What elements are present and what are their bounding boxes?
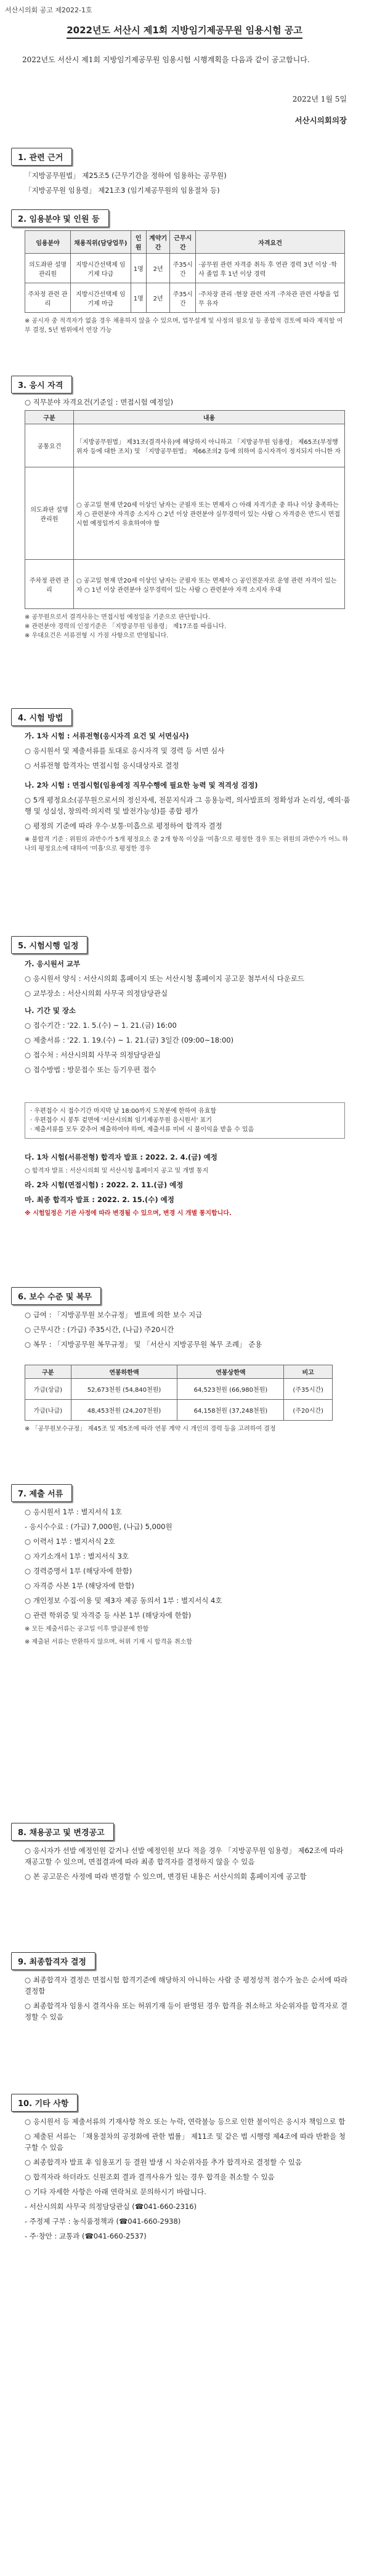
- table-cell: 「지방공무원법」 제31조(결격사유)에 해당하지 아니하고 「지방공무원 임용령」 제65조(부정행위자 등에 대한 조치) 및 「지방공무원법」 제66조의2 등에 의하여 응시자격이 정지되지 아니한 자: [74, 424, 345, 467]
- s8-item: ○ 본 공고문은 사정에 따라 변경할 수 있으며, 변경된 내용은 서산시의회 홈페이지에 공고함: [25, 1872, 307, 1881]
- s1-item: 「지방공무원 임용령」 제21조3 (임기제공무원의 임용절차 등): [25, 186, 220, 195]
- table-cell: 가급(상급): [25, 1379, 71, 1400]
- s5-box-line: · 우편접수 시 접수기간 마지막 날 18:00까지 도착분에 한하여 유효함: [30, 1108, 217, 1115]
- table-cell: 1명: [131, 254, 146, 283]
- table-cell: 2년: [146, 283, 170, 313]
- s5-date-item: 라. 2차 시험(면접시험) : 2022. 2. 11.(금) 예정: [25, 1181, 184, 1189]
- section-2-table-wrap: [25, 230, 345, 335]
- s5-item: ○ 교부장소 : 서산시의회 사무국 의정담당관실: [25, 989, 168, 998]
- table-cell: 주35시간: [170, 254, 196, 283]
- table-header: 인원: [131, 231, 146, 254]
- salary-table: [25, 1365, 333, 1421]
- s5-item: ○ 접수방법 : 방문접수 또는 등기우편 접수: [25, 1065, 156, 1074]
- s5-red-note: ※ 시험일정은 기관 사정에 따라 변경될 수 있으며, 변경 시 개별 통지합니다.: [25, 1210, 232, 1217]
- s4-subheading: 가. 1차 시험 : 서류전형(응시자격 요건 및 서면심사): [25, 732, 189, 740]
- section-8-title: 8. 채용공고 및 변경공고: [11, 1823, 114, 1841]
- section-1-title: 1. 관련 근거: [11, 148, 72, 166]
- s5-item: ○ 접수처 : 서산시의회 사무국 의정담당관실: [25, 1051, 161, 1059]
- s9-item: ○ 최종합격자 임용시 결격사유 또는 허위기재 등이 판명된 경우 합격을 취소하고 차순위자를 합격자로 결정할 수 있음: [25, 2001, 348, 2021]
- section-7-title: 7. 제출 서류: [11, 1484, 72, 1502]
- s4-subheading: 나. 2차 시험 : 면접시험(임용예정 직무수행에 필요한 능력 및 적격성 검정): [25, 781, 258, 789]
- table-cell: 주35시간: [170, 283, 196, 313]
- table-cell: 의도좌판 설명관리원: [25, 254, 71, 283]
- section-10-body: [25, 2116, 351, 2245]
- section-6-body: [25, 1309, 351, 1354]
- table-header-row: [25, 411, 345, 424]
- table-header: 근무시간: [170, 231, 196, 254]
- table-cell: 48,453천원 (24,207천원): [71, 1400, 177, 1421]
- section-4-body: [25, 730, 351, 857]
- table-header: 계약기간: [146, 231, 170, 254]
- positions-table: [25, 230, 345, 313]
- section-3-title: 3. 응시 자격: [11, 376, 72, 394]
- s5-subheading: 나. 기간 및 장소: [25, 1006, 76, 1015]
- s10-item: ○ 제출된 서류는 「채용절차의 공정화에 관한 법률」 제11조 및 같은 법 시행령 제4조에 따라 반환을 청구할 수 있음: [25, 2132, 346, 2152]
- table-cell: 주차정 관련 관리: [25, 560, 74, 609]
- table-cell: 주차정 관련 관리: [25, 283, 71, 313]
- table-row: [25, 1400, 333, 1421]
- section-1-body: [25, 170, 351, 200]
- s4-item: ○ 5개 평정요소(공무원으로서의 정신자세, 전문지식과 그 응용능력, 의사발표의 정확성과 논리성, 예의·품행 및 성실성, 창의력·의지력 및 발전가능성)를 종합 평가: [25, 796, 351, 815]
- section-1-heading: [11, 148, 72, 166]
- section-7-heading: [11, 1484, 72, 1502]
- table-row: [25, 560, 345, 609]
- table-header: 연봉상한액: [177, 1365, 284, 1379]
- s3-lead: ○ 직무분야 자격요건(기준일 : 면접시험 예정일): [25, 398, 174, 406]
- s4-item: ○ 응시원서 및 제출서류를 토대로 응시자격 및 경력 등 서면 심사: [25, 746, 225, 755]
- table-header: 비고: [284, 1365, 333, 1379]
- section-6-table-wrap: [25, 1365, 333, 1434]
- s7-item: ○ 관련 학위증 및 자격증 등 사본 1부 (해당자에 한함): [25, 1611, 192, 1620]
- issuer-name: 서산시의회의장: [294, 116, 347, 125]
- table-cell: ·주차장 관리 ·현장 관련 자격 ·주차관 관련 사항을 업무 유자: [196, 283, 345, 313]
- table-cell: 가급(나급): [25, 1400, 71, 1421]
- s5-date-item: 마. 최종 합격자 발표 : 2022. 2. 15.(수) 예정: [25, 1195, 174, 1204]
- s9-item: ○ 최종합격자 결정은 면접시험 합격기준에 해당하지 아니하는 사람 중 평정성적 점수가 높은 순서에 따라 결정함: [25, 1976, 348, 1995]
- section-5-dates: [25, 1152, 351, 1222]
- s7-item: ○ 개인정보 수집·이용 및 제3자 제공 동의서 1부 : 별지서식 4호: [25, 1596, 222, 1605]
- s6-item: ○ 복무 : 「지방공무원 복무규정」 및 「서산시 지방공무원 복무 조례」 준용: [25, 1340, 262, 1349]
- table-cell: 의도좌판 설명관리원: [25, 467, 74, 560]
- table-cell: ·공무원 관련 자격증 취득 후 연관 경력 3년 이상 ·학사 졸업 후 1년 이상 경력: [196, 254, 345, 283]
- s5-item: ○ 응시원서 양식 : 서산시의회 홈페이지 또는 서산시청 홈페이지 공고문 첨부서식 다운로드: [25, 974, 305, 983]
- s3-note: ※ 관련분야 경력의 인정기준은 「지방공무원 임용령」 제17조를 따릅니다.: [25, 623, 227, 630]
- s5-box-line: · 우편접수 시 봉투 겉면에 '서산시의회 임기제공무원 응시원서' 표기: [30, 1117, 212, 1124]
- s10-item: ○ 기타 자세한 사항은 아래 연락처로 문의하시기 바랍니다.: [25, 2187, 206, 2196]
- s3-note: ※ 공무원으로서 결격사유는 면접시험 예정일을 기준으로 판단합니다.: [25, 614, 211, 621]
- table-header: 구분: [25, 1365, 71, 1379]
- table-cell: 64,158천원 (37,248천원): [177, 1400, 284, 1421]
- section-5-heading: [11, 936, 87, 954]
- s4-note: ※ 불합격 기준 : 위원의 과반수가 5개 평정요소 중 2개 항목 이상을 '미흡'으로 평정한 경우 또는 위원의 과반수가 어느 하나의 평정요소에 대하여 '미흡'으로 평정한 경우: [25, 836, 349, 852]
- table-header: 연봉하한액: [71, 1365, 177, 1379]
- s6-note: ※ 「공무원보수규정」 제45조 및 제5조에 따라 연봉 계약 시 개인의 경력 등을 고려하여 결정: [25, 1426, 276, 1432]
- table-cell: 1명: [131, 283, 146, 313]
- table-header: 구분: [25, 411, 74, 424]
- s5-subheading: 가. 응시원서 교부: [25, 959, 81, 968]
- table-header: 자격요건: [196, 231, 345, 254]
- s7-item: ○ 경력증명서 1부 (해당자에 한함): [25, 1567, 132, 1575]
- s7-note: ※ 모든 제출서류는 공고일 이후 발급분에 한함: [25, 1626, 149, 1633]
- section-7-body: [25, 1506, 351, 1650]
- table-row: [25, 283, 345, 313]
- s5-box-line: · 제출서류를 모두 갖추어 제출하여야 하며, 제출서류 미비 시 불이익을 받을 수 있음: [30, 1126, 254, 1133]
- table-cell: 2년: [146, 254, 170, 283]
- section-5-body: [25, 958, 351, 1079]
- table-cell: ○ 공고일 현재 만20세 이상인 남자는 군필자 또는 면제자 ○ 공인전문자로 운영 관련 자격이 있는 자 ○ 1년 이상 관련분야 실무경력이 있는 사람 ○ 관련분야 자격 소지자 우대: [74, 560, 345, 609]
- section-9-title: 9. 최종합격자 결정: [11, 1952, 95, 1970]
- section-2-heading: [11, 209, 109, 227]
- s10-item: ○ 합격자라 하더라도 신원조회 결과 결격사유가 있는 경우 합격을 취소할 수 있음: [25, 2173, 275, 2181]
- section-9-body: [25, 1974, 351, 2026]
- document-title-text: 2022년도 서산시 제1회 지방임기제공무원 임용시험 공고: [67, 25, 302, 39]
- s10-item: ○ 응시원서 등 제출서류의 기재사항 착오 또는 누락, 연락불능 등으로 인한 불이익은 응시자 책임으로 함: [25, 2117, 346, 2126]
- qualification-table: [25, 410, 345, 609]
- table-cell: (주35시간): [284, 1379, 333, 1400]
- document-title: [0, 23, 369, 36]
- table-cell: 지방시간선택제 임기제 다급: [71, 254, 131, 283]
- s10-contact: - 주·창안 : 교통과 (☎041-660-2537): [25, 2232, 147, 2240]
- section-10-heading: [11, 2094, 78, 2112]
- table-row: [25, 424, 345, 467]
- s10-contact: - 주정제 구부 : 농식품정책과 (☎041-660-2938): [25, 2217, 181, 2226]
- section-8-heading: [11, 1823, 114, 1841]
- section-6-heading: [11, 1287, 101, 1305]
- table-row: [25, 254, 345, 283]
- table-header: 임용분야: [25, 231, 71, 254]
- table-cell: ○ 공고일 현재 만20세 이상인 남자는 군필자 또는 면제자 ○ 아래 자격기준 중 하나 이상 충족하는 자 ○ 관련분야 자격증 소지자 ○ 2년 이상 관련분야 실무경력이 있는 사람 ○ 자격증은 반드시 면접시험 예정일까지 유효하여야 함: [74, 467, 345, 560]
- table-header-row: [25, 231, 345, 254]
- s3-note: ※ 우대요건은 서류전형 시 가점 사항으로 반영됩니다.: [25, 632, 169, 639]
- table-cell: 공통요건: [25, 424, 74, 467]
- s5-item: ○ 접수기간 : '22. 1. 5.(수) ~ 1. 21.(금) 16:00: [25, 1021, 177, 1030]
- s6-item: ○ 근무시간 : (가급) 주35시간, (나급) 주20시간: [25, 1325, 174, 1334]
- section-3-heading: [11, 376, 72, 394]
- s6-item: ○ 급여 : 「지방공무원 보수규정」 별표에 의한 보수 지급: [25, 1310, 203, 1319]
- table-header: 내용: [74, 411, 345, 424]
- section-4-heading: [11, 708, 72, 726]
- s7-item: ○ 이력서 1부 : 별지서식 2호: [25, 1537, 115, 1546]
- table-header: 채용직위(담당업무): [71, 231, 131, 254]
- table-cell: 64,523천원 (66,980천원): [177, 1379, 284, 1400]
- s7-note: ※ 제출된 서류는 반환하지 않으며, 허위 기재 시 합격을 취소함: [25, 1639, 193, 1645]
- s3-notes: [25, 613, 345, 640]
- section-3-table-wrap: [25, 410, 345, 640]
- s5-item: ○ 제출서류 : '22. 1. 19.(수) ~ 1. 21.(금) 3일간 (09:00~18:00): [25, 1036, 234, 1044]
- table-cell: 52,673천원 (54,840천원): [71, 1379, 177, 1400]
- intro-text: 2022년도 서산시 제1회 지방임기제공무원 임용시험 시행계획을 다음과 같이 공고합니다.: [22, 55, 310, 64]
- s2-note: ※ 공시자 중 적격자가 없을 경우 채용하지 않을 수 있으며, 업무설계 및 사정의 필요성 등 종합적 검토에 따라 재직할 여부 결정, 5년 범위에서 연장 가능: [25, 318, 343, 334]
- notice-number: 서산시의회 공고 제2022-1호: [5, 6, 92, 14]
- s5-notice-box: [25, 1102, 345, 1139]
- table-row: [25, 1379, 333, 1400]
- section-2-title: 2. 임용분야 및 인원 등: [11, 209, 109, 227]
- section-8-body: [25, 1845, 351, 1886]
- s5-date-note: ○ 합격자 발표 : 서산시의회 및 서산시청 홈페이지 공고 및 개별 통지: [25, 1168, 209, 1174]
- s7-item: - 응시수수료 : (가급) 7,000원, (나급) 5,000원: [25, 1522, 172, 1531]
- table-row: [25, 467, 345, 560]
- s7-item: ○ 자기소개서 1부 : 별지서식 3호: [25, 1552, 129, 1561]
- s7-item: ○ 자격증 사본 1부 (해당자에 한함): [25, 1581, 134, 1590]
- table-header-row: [25, 1365, 333, 1379]
- section-5-title: 5. 시험시행 일정: [11, 936, 87, 954]
- s4-item: ○ 평정의 기준에 따라 우수·보통·미흡으로 평정하여 합격자 결정: [25, 822, 222, 830]
- s5-date-item: 다. 1차 시험(서류전형) 합격자 발표 : 2022. 2. 4.(금) 예정: [25, 1153, 217, 1161]
- s1-item: 「지방공무원법」 제25조5 (근무기간을 정하여 임용하는 공무원): [25, 171, 227, 180]
- notice-date: 2022년 1월 5일: [292, 95, 347, 103]
- s4-item: ○ 서류전형 합격자는 면접시험 응시대상자로 결정: [25, 761, 179, 770]
- section-4-title: 4. 시험 방법: [11, 708, 72, 726]
- section-10-title: 10. 기타 사항: [11, 2094, 78, 2112]
- s10-contact: - 서산시의회 사무국 의정담당관실 (☎041-660-2316): [25, 2202, 197, 2211]
- table-cell: 지방시간선택제 임기제 마급: [71, 283, 131, 313]
- s10-item: ○ 최종합격자 발표 후 임용포기 등 결원 발생 시 차순위자를 추가 합격자로 결정할 수 있음: [25, 2158, 302, 2166]
- s7-item: ○ 응시원서 1부 : 별지서식 1호: [25, 1508, 122, 1516]
- section-6-title: 6. 보수 수준 및 복무: [11, 1287, 101, 1305]
- s8-item: ○ 응시자가 선발 예정인원 같거나 선발 예정인원 보다 적을 경우 「지방공무원 임용령」 제62조에 따라 재공고할 수 있으며, 면접결과에 따라 최종 합격자를 결정하지 않을 수 있음: [25, 1846, 344, 1866]
- section-9-heading: [11, 1952, 95, 1970]
- table-cell: (주20시간): [284, 1400, 333, 1421]
